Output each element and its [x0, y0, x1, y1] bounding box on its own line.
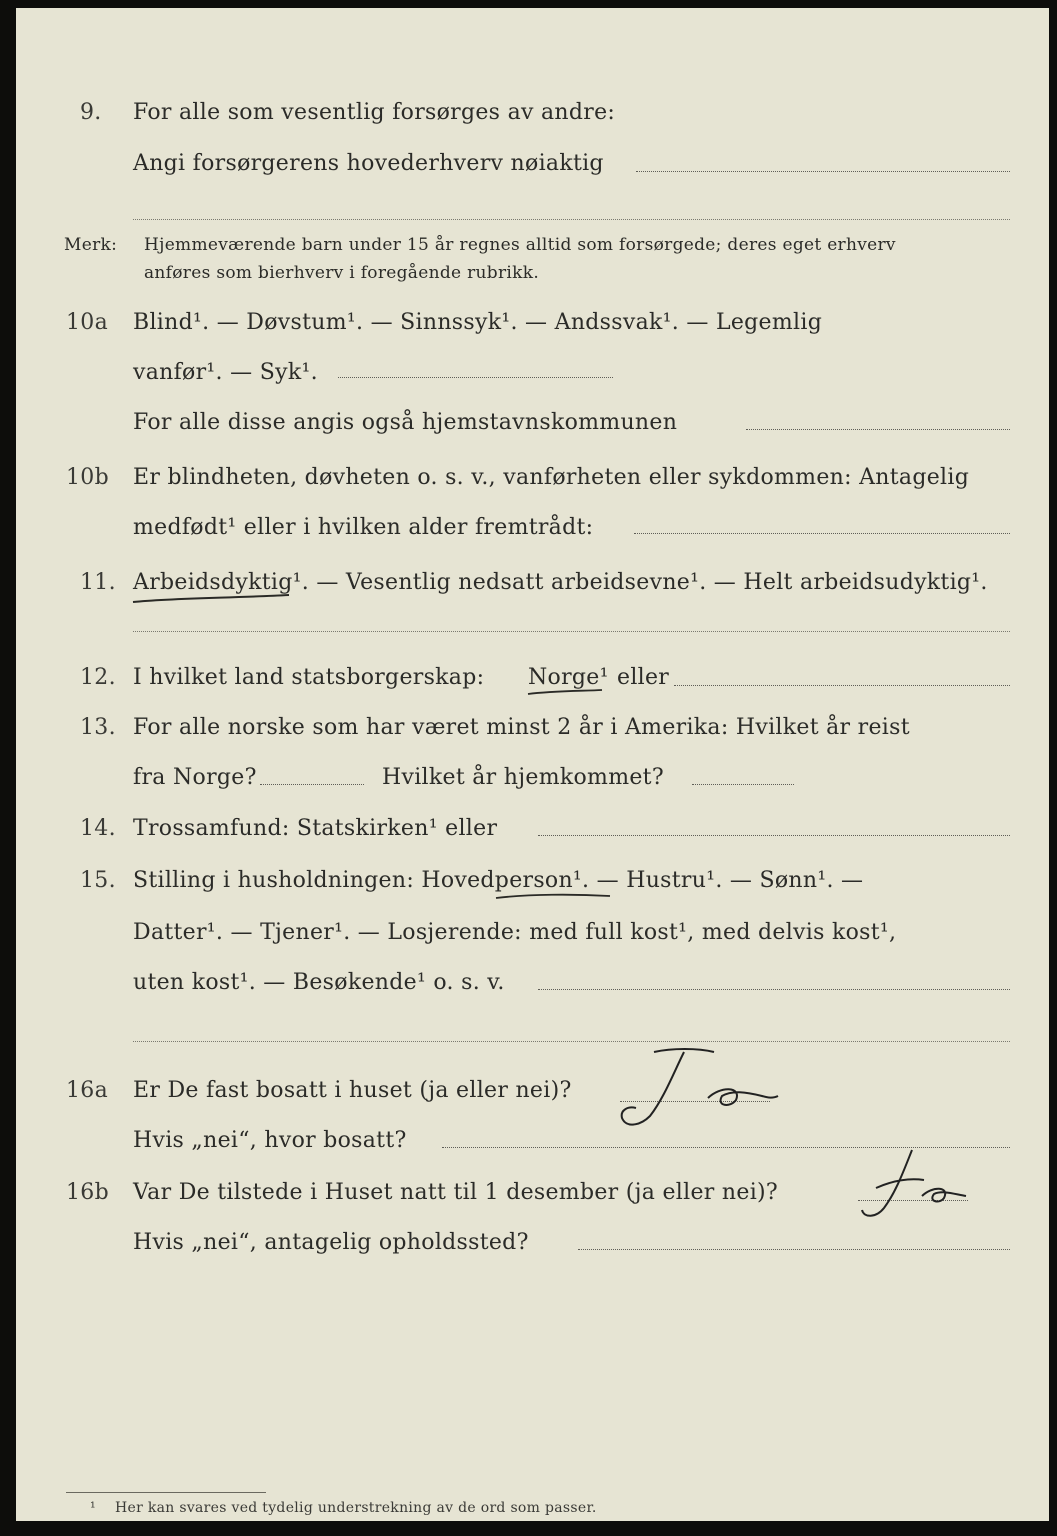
- q16b-location-line[interactable]: [578, 1249, 1010, 1250]
- q10a-number: 10a: [66, 310, 109, 335]
- q12-answer-line[interactable]: [674, 685, 1010, 686]
- q16b-line1: Var De tilstede i Huset natt til 1 desember (ja eller nei)?: [133, 1180, 779, 1205]
- q15-line3: uten kost¹. — Besøkende¹ o. s. v.: [133, 970, 505, 995]
- q16b-ja-script: [854, 1148, 974, 1228]
- q12-eller: eller: [617, 665, 670, 690]
- q13-line2b: Hvilket år hjemkommet?: [382, 765, 664, 790]
- q11-number: 11.: [80, 570, 116, 595]
- q13-line2a: fra Norge?: [133, 765, 257, 790]
- footnote-text: Her kan svares ved tydelig understrekning av de ord som passer.: [115, 1500, 597, 1516]
- footnote-divider: [66, 1492, 266, 1493]
- q10b-answer-line[interactable]: [634, 533, 1010, 534]
- q14-number: 14.: [80, 816, 116, 841]
- q15-number: 15.: [80, 868, 116, 893]
- q16a-line1: Er De fast bosatt i huset (ja eller nei)?: [133, 1078, 572, 1103]
- q15-answer-line-2[interactable]: [133, 1041, 1010, 1042]
- q16b-number: 16b: [66, 1180, 109, 1205]
- q13-line1: For alle norske som har været minst 2 år i Amerika: Hvilket år reist: [133, 715, 910, 740]
- q10a-line3: For alle disse angis også hjemstavnskommunen: [133, 410, 678, 435]
- q14-line1: Trossamfund: Statskirken¹ eller: [133, 816, 498, 841]
- q10a-hometown-line[interactable]: [746, 429, 1010, 430]
- q13-number: 13.: [80, 715, 116, 740]
- q15-line1: Stilling i husholdningen: Hovedperson¹. — Hustru¹. — Sønn¹. —: [133, 868, 864, 893]
- q16b-line2: Hvis „nei“, antagelig opholdssted?: [133, 1230, 529, 1255]
- q9-answer-line[interactable]: [636, 171, 1010, 172]
- q13-left-year-line[interactable]: [260, 784, 364, 785]
- q10b-line1: Er blindheten, døvheten o. s. v., vanførheten eller sykdommen: Antagelig: [133, 465, 970, 490]
- q9-number: 9.: [80, 100, 102, 125]
- q16a-ja-script: [612, 1046, 782, 1136]
- q12-number: 12.: [80, 665, 116, 690]
- q12-line1: I hvilket land statsborgerskap:: [133, 665, 485, 690]
- q12-norge: Norge¹: [528, 665, 609, 690]
- q10b-line2: medfødt¹ eller i hvilken alder fremtrådt:: [133, 515, 594, 540]
- merk-line1: Hjemmeværende barn under 15 år regnes alltid som forsørgede; deres eget erhverv: [144, 235, 896, 255]
- q14-answer-line[interactable]: [538, 835, 1010, 836]
- footnote-mark: ¹: [90, 1500, 96, 1516]
- merk-label: Merk:: [64, 235, 118, 255]
- q9-answer-line-2[interactable]: [133, 219, 1010, 220]
- merk-line2: anføres som bierhverv i foregående rubrikk.: [144, 263, 540, 283]
- q9-line2: Angi forsørgerens hovederhverv nøiaktig: [133, 151, 604, 176]
- q10a-line2: vanfør¹. — Syk¹.: [133, 360, 318, 385]
- q16a-number: 16a: [66, 1078, 109, 1103]
- q13-return-year-line[interactable]: [692, 784, 794, 785]
- q10b-number: 10b: [66, 465, 109, 490]
- census-form-page: [16, 8, 1049, 1521]
- q11-answer-line[interactable]: [133, 631, 1010, 632]
- q11-line1: Arbeidsdyktig¹. — Vesentlig nedsatt arbeidsevne¹. — Helt arbeidsudyktig¹.: [133, 570, 988, 595]
- q10a-line1: Blind¹. — Døvstum¹. — Sinnssyk¹. — Andssvak¹. — Legemlig: [133, 310, 823, 335]
- q15-answer-line[interactable]: [538, 989, 1010, 990]
- q16a-line2: Hvis „nei“, hvor bosatt?: [133, 1128, 407, 1153]
- q9-line1: For alle som vesentlig forsørges av andre:: [133, 100, 616, 125]
- q15-line2: Datter¹. — Tjener¹. — Losjerende: med full kost¹, med delvis kost¹,: [133, 920, 897, 945]
- q10a-answer-line[interactable]: [338, 377, 613, 378]
